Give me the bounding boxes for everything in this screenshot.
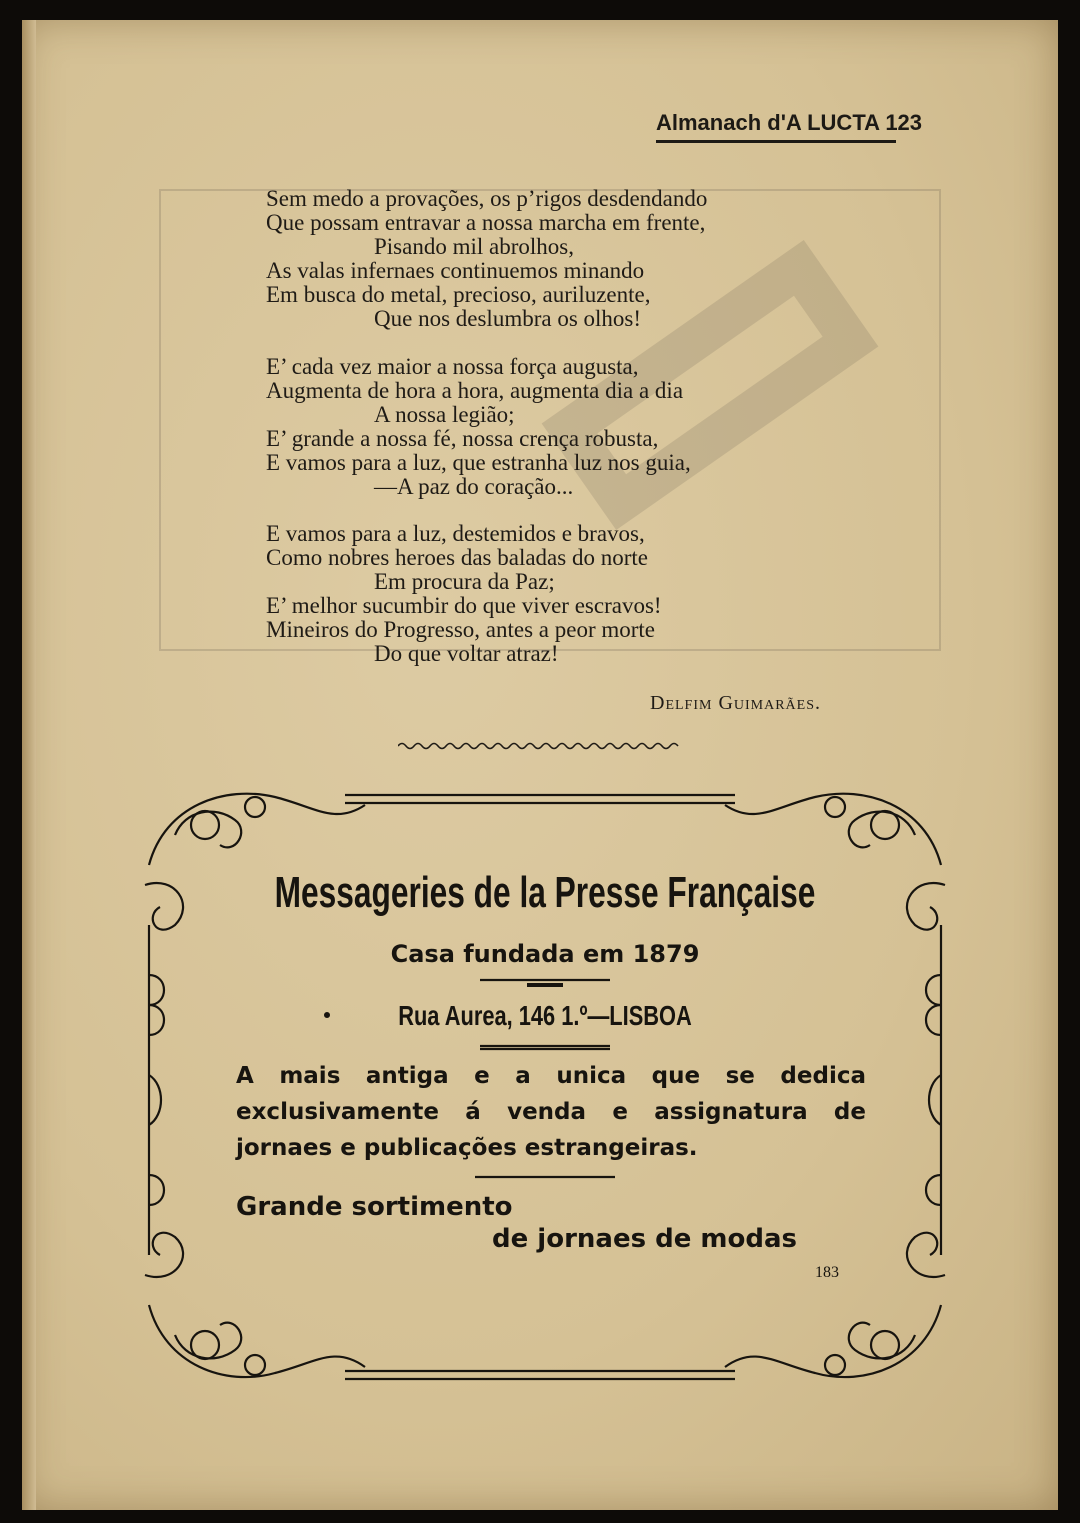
poem-line: Em procura da Paz; (374, 569, 555, 594)
poem-stanza-1 (266, 187, 707, 331)
section-divider (398, 740, 688, 752)
poem-stanza-2 (266, 355, 691, 499)
poem-line: E vamos para a luz, destemidos e bravos, (266, 521, 645, 546)
header-rule (656, 140, 896, 143)
ad-number: 183 (815, 1264, 839, 1281)
running-header: Almanach d'A LUCTA 123 (656, 110, 923, 135)
poem-line: Pisando mil abrolhos, (374, 234, 574, 259)
poem-line: —A paz do coração... (374, 474, 574, 499)
poem-author: Delfim Guimarães. (650, 692, 822, 714)
poem-line: E’ grande a nossa fé, nossa crença robusta, (266, 426, 659, 451)
poem-line: Como nobres heroes das baladas do norte (266, 545, 648, 570)
poem-stanza-3 (266, 522, 662, 666)
poem-line: Do que voltar atraz! (374, 641, 559, 666)
poem-line: Sem medo a provações, os p’rigos desdendando (266, 186, 708, 211)
poem-line: Que possam entravar a nossa marcha em frente, (266, 210, 706, 235)
ad-subtitle: Casa fundada em 1879 (390, 940, 700, 968)
ad-tagline-2: de jornaes de modas (492, 1224, 797, 1254)
poem-line: Augmenta de hora a hora, augmenta dia a dia (266, 378, 684, 403)
ad-tagline-1: Grande sortimento (236, 1192, 513, 1222)
poem-line: As valas infernaes continuemos minando (266, 258, 645, 283)
ad-title: Messageries de la Presse Française (274, 868, 816, 917)
poem-line: Mineiros do Progresso, antes a peor morte (266, 617, 656, 642)
page-fold-shadow (22, 20, 36, 1510)
poem-line: Que nos deslumbra os olhos! (374, 306, 642, 331)
ad-body-text: A mais antiga e a unica que se dedica exclusivamente á venda e assignatura de jornaes e publicações estrangeiras. (236, 1063, 866, 1161)
poem-line: E’ melhor sucumbir do que viver escravos! (266, 593, 662, 618)
poem-line: Em busca do metal, precioso, auriluzente, (266, 282, 651, 307)
poem-line: A nossa legião; (374, 402, 515, 427)
poem-line: E vamos para a luz, que estranha luz nos guia, (266, 450, 691, 475)
ad-address: Rua Aurea, 146 1.º—LISBOA (398, 1000, 692, 1031)
poem-line: E’ cada vez maior a nossa força augusta, (266, 354, 639, 379)
